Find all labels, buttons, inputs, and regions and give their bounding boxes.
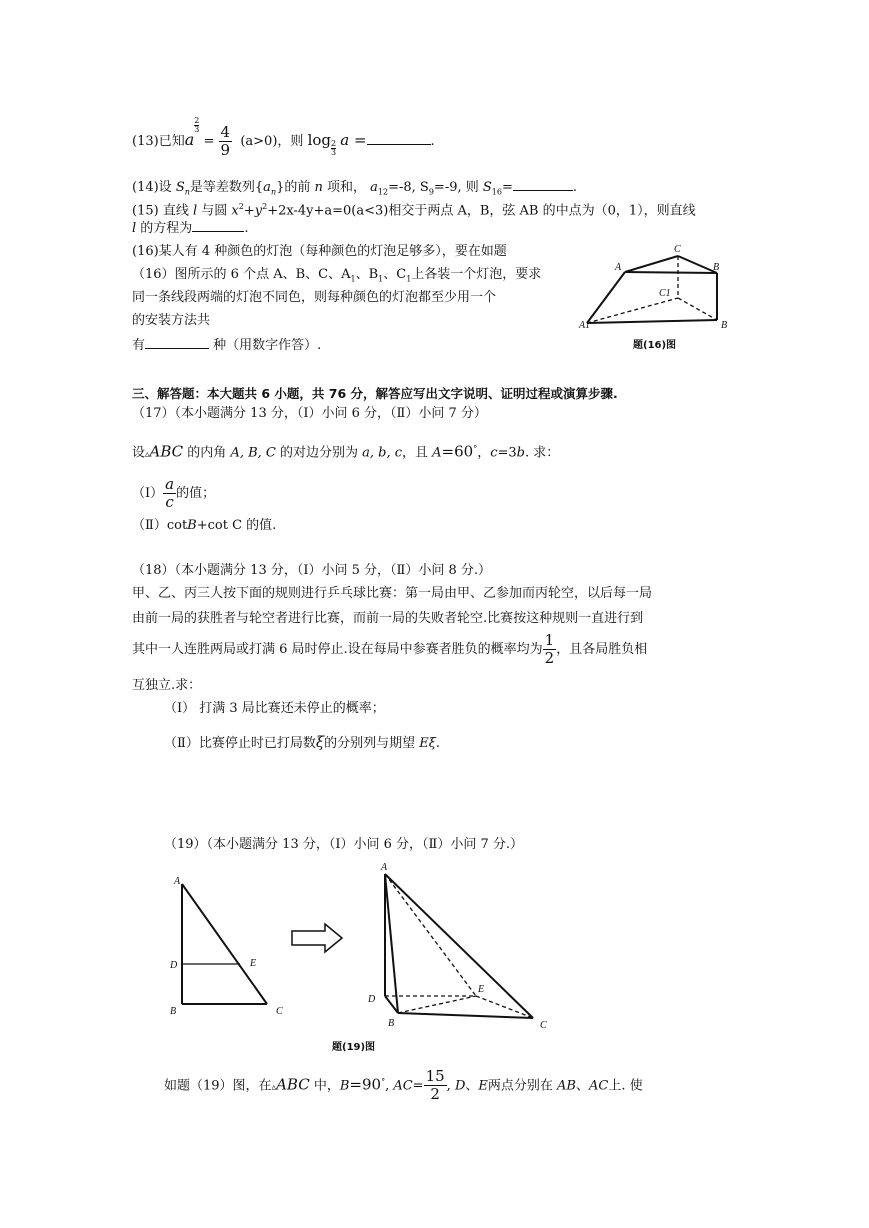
q13-log-base: $\frac{2}{3}$ xyxy=(331,139,337,157)
fig19-left-e: E xyxy=(250,958,257,969)
fig19-caption: 题(19)图 xyxy=(332,1042,376,1053)
q18-line2: 由前一局的获胜者与轮空者进行比赛，而前一局的失败者轮空.比赛按这种规则一直进行到 xyxy=(132,611,644,626)
q14-answer-blank[interactable] xyxy=(513,178,573,191)
arrow-icon xyxy=(292,924,342,952)
q18-line1: 甲、乙、丙三人按下面的规则进行乒乓球比赛：第一局由甲、乙参加而丙轮空，以后每一局 xyxy=(132,586,653,601)
question-13 xyxy=(132,115,435,164)
fig16-label-b1: B xyxy=(721,320,728,331)
fig16-label-c1: C1 xyxy=(659,288,671,299)
fig19-left-d: D xyxy=(170,960,178,971)
fig16-caption: 题(16)图 xyxy=(633,340,677,351)
q18-head: （18）（本小题满分 13 分，（Ⅰ）小问 5 分，（Ⅱ）小问 8 分.） xyxy=(132,563,492,578)
question-16-line2: （16）图所示的 6 个点 A、B、C、$A_1$、$B_1$、$C_1$上各装一个灯泡，要求 xyxy=(132,267,542,284)
fig19-right-d: D xyxy=(368,994,376,1005)
q13-answer-blank[interactable] xyxy=(367,132,431,145)
q13-number: (13) xyxy=(132,134,159,149)
q17-body: 设▵ABC 的内角 A, B, C 的对边分别为 a, b, c，且 A=60°，c=3b. 求： xyxy=(132,442,560,461)
q13-base: a xyxy=(184,130,195,149)
figure-16 xyxy=(575,240,750,355)
q13-prefix: 已知 xyxy=(158,134,185,149)
q18-fraction: $\frac{1}{2}$ xyxy=(544,631,555,667)
fig19-left-b: B xyxy=(170,1006,177,1017)
fig16-label-b: B xyxy=(713,262,720,273)
question-16-line5: 有 种（用数字作答）. xyxy=(132,338,322,353)
section-3-title: 三、解答题：本大题共 6 小题，共 76 分，解答应写出文字说明、证明过程或演算步骤. xyxy=(132,386,618,401)
q17-part1: （Ⅰ） $\frac{a}{c}$ 的值； xyxy=(132,475,216,511)
q13-equals: = xyxy=(203,134,215,149)
q18-part1: （Ⅰ） 打满 3 局比赛还未停止的概率； xyxy=(164,701,385,716)
question-14: (14)设 $S_n$是等差数列$\{a_n\}$的前 n 项和， $a_{12}=-8$, $S_9=-9$, 则 $S_{16}=$ . xyxy=(132,180,578,197)
fig19-right-a: A xyxy=(381,862,388,873)
question-15-line1: (15) 直线 l 与圆 $x^2+y^2+2x-4y+a=0(a<3)$相交于两点 A，B，弦 AB 的中点为（0，1），则直线 xyxy=(132,202,696,219)
fig16-label-a1: A1 xyxy=(579,320,591,331)
q13-argument: a = xyxy=(340,131,367,149)
q13-end: . xyxy=(430,134,435,149)
q19-fraction: $\frac{15}{2}$ xyxy=(425,1067,445,1104)
q17-fraction: $\frac{a}{c}$ xyxy=(165,475,175,511)
q18-part2: （Ⅱ）比赛停止时已打局数ξ的分别列与期望 Eξ. xyxy=(164,733,441,751)
question-16-line4: 的安装方法共 xyxy=(132,313,211,328)
figure-19 xyxy=(160,858,580,1058)
fig19-left-a: A xyxy=(174,876,181,887)
q17-head: （17）（本小题满分 13 分，（Ⅰ）小问 6 分，（Ⅱ）小问 7 分） xyxy=(132,406,487,421)
q13-mid: ，则 xyxy=(277,134,304,149)
q13-condition: (a>0) xyxy=(240,134,278,149)
fig16-label-c: C xyxy=(674,244,681,255)
q13-fraction: $\frac{4}{9}$ xyxy=(220,123,231,159)
q19-head: （19）（本小题满分 13 分，（Ⅰ）小问 6 分，（Ⅱ）小问 7 分.） xyxy=(164,837,524,852)
fig19-left-c: C xyxy=(276,1006,283,1017)
fig19-right-b: B xyxy=(388,1018,395,1029)
q19-body: 如题（19）图，在▵ABC 中，B=90°, AC= $\frac{15}{2}$ , D、E两点分别在 AB、AC上. 使 xyxy=(164,1067,643,1104)
fig19-right-e: E xyxy=(478,984,485,995)
question-16-line1: (16)某人有 4 种颜色的灯泡（每种颜色的灯泡足够多），要在如题 xyxy=(132,244,507,259)
fig16-label-a: A xyxy=(615,262,622,273)
question-15-line2: l 的方程为 . xyxy=(132,221,249,236)
fig19-right-c: C xyxy=(540,1020,547,1031)
q15-answer-blank[interactable] xyxy=(192,219,244,232)
q18-line3: 其中一人连胜两局或打满 6 局时停止.设在每局中参赛者胜负的概率均为 $\frac{1}{2}$ ，且各局胜负相 xyxy=(132,631,648,667)
q18-line4: 互独立.求： xyxy=(132,678,202,693)
q16-answer-blank[interactable] xyxy=(145,336,209,349)
q13-exponent: $\frac{2}{3}$ xyxy=(194,115,200,134)
q13-log: log xyxy=(307,131,331,149)
question-16-line3: 同一条线段两端的灯泡不同色，则每种颜色的灯泡都至少用一个 xyxy=(132,290,497,305)
q17-part2: （Ⅱ）cotB+cot C 的值. xyxy=(132,518,277,533)
